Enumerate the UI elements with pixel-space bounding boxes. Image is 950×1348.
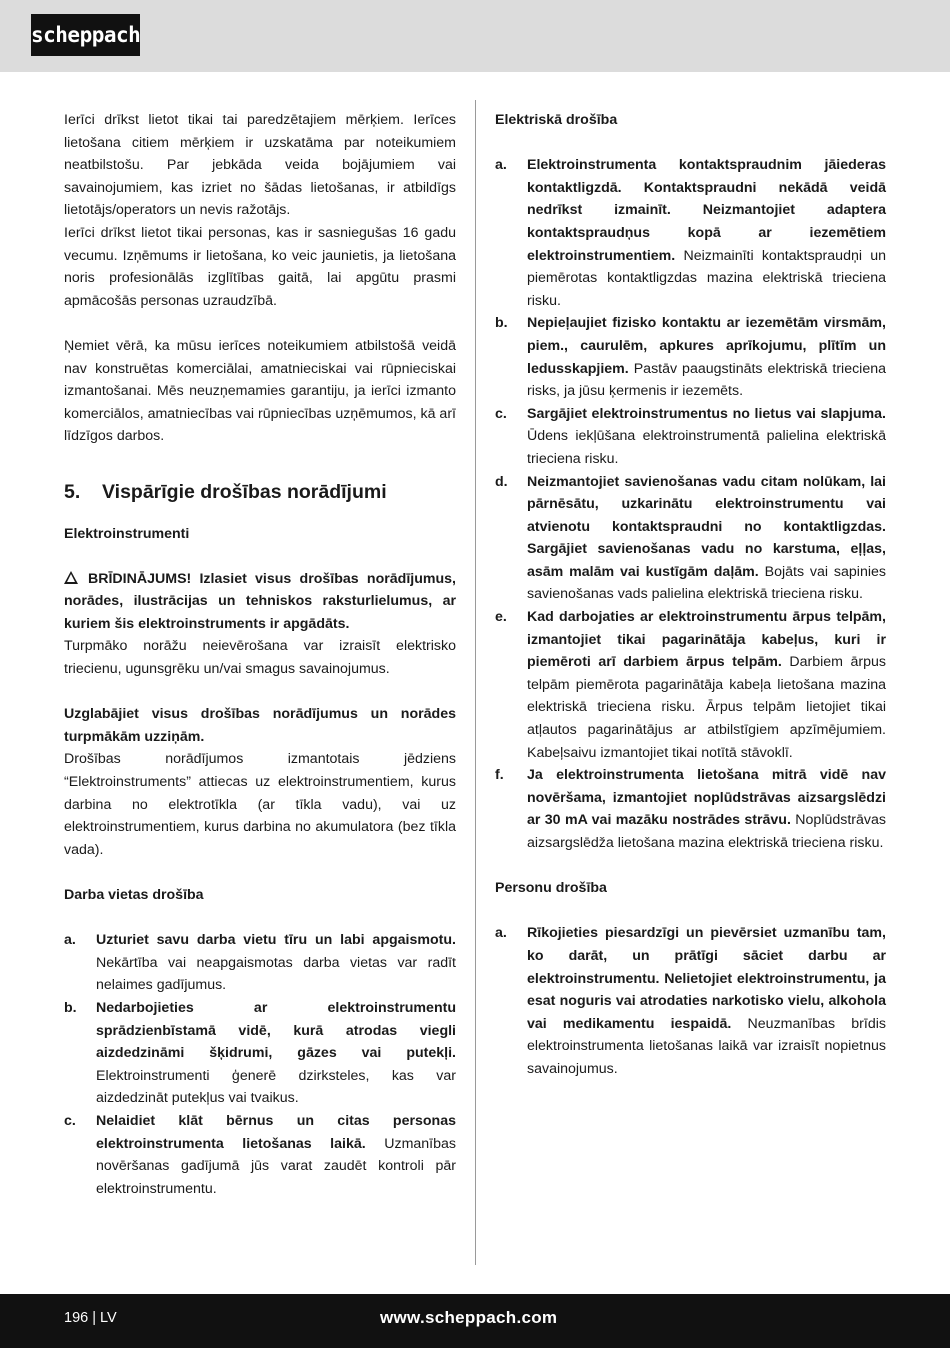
list-item-text: Neizmainīti kontaktspraudņi un piemērotas kontaktligzdas mazina elektriskā trieciena risku. [527, 247, 886, 309]
list-item-bold: Uzturiet savu darba vietu tīru un labi apgaismotu. [96, 932, 456, 949]
list-item-text: Nekārtība vai neapgaismotas darba vietas var radīt nelaimes gadījumus. [96, 954, 456, 994]
subheading-power-tools: Elektroinstrumenti [64, 525, 190, 542]
list-item [64, 1110, 456, 1200]
list-marker: c. [495, 405, 507, 422]
list-marker: d. [495, 473, 508, 490]
section-heading [64, 477, 456, 507]
page-header [0, 0, 950, 72]
list-item [64, 929, 456, 997]
list-marker: b. [64, 999, 77, 1016]
section-title: Vispārīgie drošības norādījumi [102, 480, 387, 503]
list-item-text: Elektroinstrumenti ģenerē dzirksteles, kas var aizdedzināt putekļus vai tvaikus. [96, 1067, 456, 1107]
list-marker: b. [495, 315, 508, 332]
list-item-bold: Ja elektroinstrumenta lietošana mitrā vidē nav novēršama, izmantojiet noplūdstrāvas aizsargslēdzi ar 30 mA vai mazāku nostrādes strāvu. [527, 767, 886, 829]
list-item-bold: Elektroinstrumenta kontaktspraudnim jāiederas kontaktligzdā. Kontaktspraudni nekādā veidā nedrīkst izmainīt. Neizmantojiet adaptera kontaktspraudņus kopā ar iezemētiem elektroinstrumentiem. [527, 157, 886, 264]
intended-use-paragraph: Ierīci drīkst lietot tikai tai paredzētajiem mērķiem. Ierīces lietošana citiem mērķiem ir uzskatāma par noteikumiem neatbilstošu. Par jebkāda veida bojājumiem vai savainojumiem, kas izriet no šādas lietošanas, ir atbildīgs lietotājs/operators un nevis ražotājs. [64, 112, 456, 219]
list-marker: a. [64, 932, 76, 949]
list-item-text: Bojāts vai sapinies savienošanas vads palielina elektriskā trieciena risku. [527, 563, 886, 603]
website-url: www.scheppach.com [380, 1308, 558, 1327]
list-marker: e. [495, 609, 507, 626]
column-divider [475, 100, 476, 1265]
scheppach-logo: scheppach [31, 14, 140, 56]
left-column [64, 109, 456, 1200]
list-item-bold: Nedarbojieties ar elektroinstrumentu sprādzienbīstamā vidē, kurā atrodas viegli aizdedzināmi šķidrumi, gāzes vai putekļi. [96, 999, 456, 1062]
list-item-text: Neuzmanības brīdis elektroinstrumenta lietošanas laikā var izraisīt nopietnus savainojumus. [527, 1015, 886, 1077]
keep-instructions-text: Drošības norādījumos izmantotais jēdziens “Elektroinstruments” attiecas uz elektroinstrumentiem, kurus darbina no elektrotīkla (ar tīkla vadu), vai uz elektroinstrumentiem, kurus darbina no akumulatora (bez tīkla vada). [64, 751, 456, 858]
list-item-text: Ūdens iekļūšana elektroinstrumentā palielina elektriskā trieciena risku. [527, 428, 886, 467]
page-number: 196 | LV [64, 1310, 117, 1326]
warning-paragraph [64, 568, 456, 636]
list-marker: c. [64, 1112, 76, 1129]
list-item [495, 154, 886, 312]
list-item [495, 764, 886, 854]
list-item [495, 606, 886, 764]
page-footer [0, 1294, 950, 1348]
list-item [495, 312, 886, 402]
right-column [495, 109, 886, 1081]
list-item [495, 471, 886, 607]
list-item [64, 997, 456, 1110]
age-paragraph: Ierīci drīkst lietot tikai personas, kas ir sasniegušas 16 gadu vecumu. Izņēmums ir lietošana, ko veic jaunietis, ja lietošana noris profesionālās izglītības gaitā, lai apgūtu prasmi apmācošās personas uzraudzībā. [64, 224, 456, 309]
page-number-value: 196 [64, 1310, 89, 1326]
list-item-text: Pastāv paaugstināts elektriskā trieciena risks, ja jūsu ķermenis ir iezemēts. [527, 360, 887, 400]
list-item-bold: Rīkojieties piesardzīgi un pievērsiet uzmanību tam, ko darāt, un prātīgi sāciet darbu ar elektroinstrumentu. Nelietojiet elektroinstrumentu, ja esat noguris vai atrodaties narkotisko vielu, alkohola vai medikamentu iespaidā. [527, 925, 886, 1032]
keep-instructions-bold: Uzglabājiet visus drošības norādījumus un norādes turpmākām uzziņām. [64, 706, 456, 745]
list-marker: a. [495, 157, 507, 174]
language-code: LV [100, 1310, 117, 1326]
list-item-bold: Nelaidiet klāt bērnus un citas personas elektroinstrumenta lietošanas laikā. [96, 1112, 456, 1152]
commercial-use-paragraph: Ņemiet vērā, ka mūsu ierīces noteikumiem atbilstošā veidā nav konstruētas komerciālai, amatnieciskai vai rūpnieciskai izmantošanai. Mēs neuzņemamies garantiju, ja ierīci izmanto komerciālos, amatniecības vai rūpniecības uzņēmumos, kā arī līdzīgos darbos. [64, 337, 456, 445]
list-item-bold: Sargājiet elektroinstrumentus no lietus vai slapjuma. [527, 405, 886, 422]
list-item-bold: Kad darbojaties ar elektroinstrumentu ārpus telpām, izmantojiet tikai pagarinātāja kabeļus, kuri ir piemēroti arī darbiem ārpus telpām. [527, 609, 886, 671]
section-number: 5. [64, 480, 81, 503]
list-item [495, 922, 886, 1080]
warning-consequence: Turpmāko norāžu neievērošana var izraisīt elektrisko triecienu, ugunsgrēku un/vai smagus savainojumus. [64, 638, 456, 678]
list-item-bold: Neizmantojiet savienošanas vadu citam nolūkam, lai pārnēsātu, uzkarinātu elektroinstrumentu vai atvienotu kontaktspraudni no kontaktligzdas. Sargājiet savienošanas vadu no karstuma, eļļas, asām malām vai kustīgām daļām. [527, 473, 886, 580]
subheading-personal-safety: Personu drošība [495, 880, 607, 897]
subheading-workplace-safety: Darba vietas drošība [64, 887, 204, 903]
list-item-text: Uzmanības novēršanas gadījumā jūs varat zaudēt kontroli pār elektroinstrumentu. [96, 1135, 456, 1197]
warning-text: BRĪDINĀJUMS! Izlasiet visus drošības norādījumus, norādes, ilustrācijas un tehniskos raksturlielumus, ar kuriem šis elektroinstruments ir apgādāts. [64, 570, 456, 632]
warning-triangle-icon [64, 571, 78, 584]
list-item [495, 403, 886, 471]
list-item-text: Darbiem ārpus telpām piemērota pagarinātāja kabeļa lietošana mazina elektriskā trieciena risku. Ārpus telpām lietojiet tikai atļautos pagarinātājus ar atbilstīgiem apzīmējumiem. Kabeļsaivu izmantojiet tikai notītā stāvoklī. [527, 654, 886, 761]
list-marker: a. [495, 925, 507, 942]
subheading-electrical-safety: Elektriskā drošība [495, 112, 618, 128]
list-item-text: Noplūdstrāvas aizsargslēdža lietošana mazina elektriskā trieciena risku. [527, 812, 886, 851]
list-marker: f. [495, 767, 504, 784]
list-item-bold: Nepieļaujiet fizisko kontaktu ar iezemētām virsmām, piem., caurulēm, apkures aprīkojumu, plītīm un ledusskapjiem. [527, 315, 886, 377]
